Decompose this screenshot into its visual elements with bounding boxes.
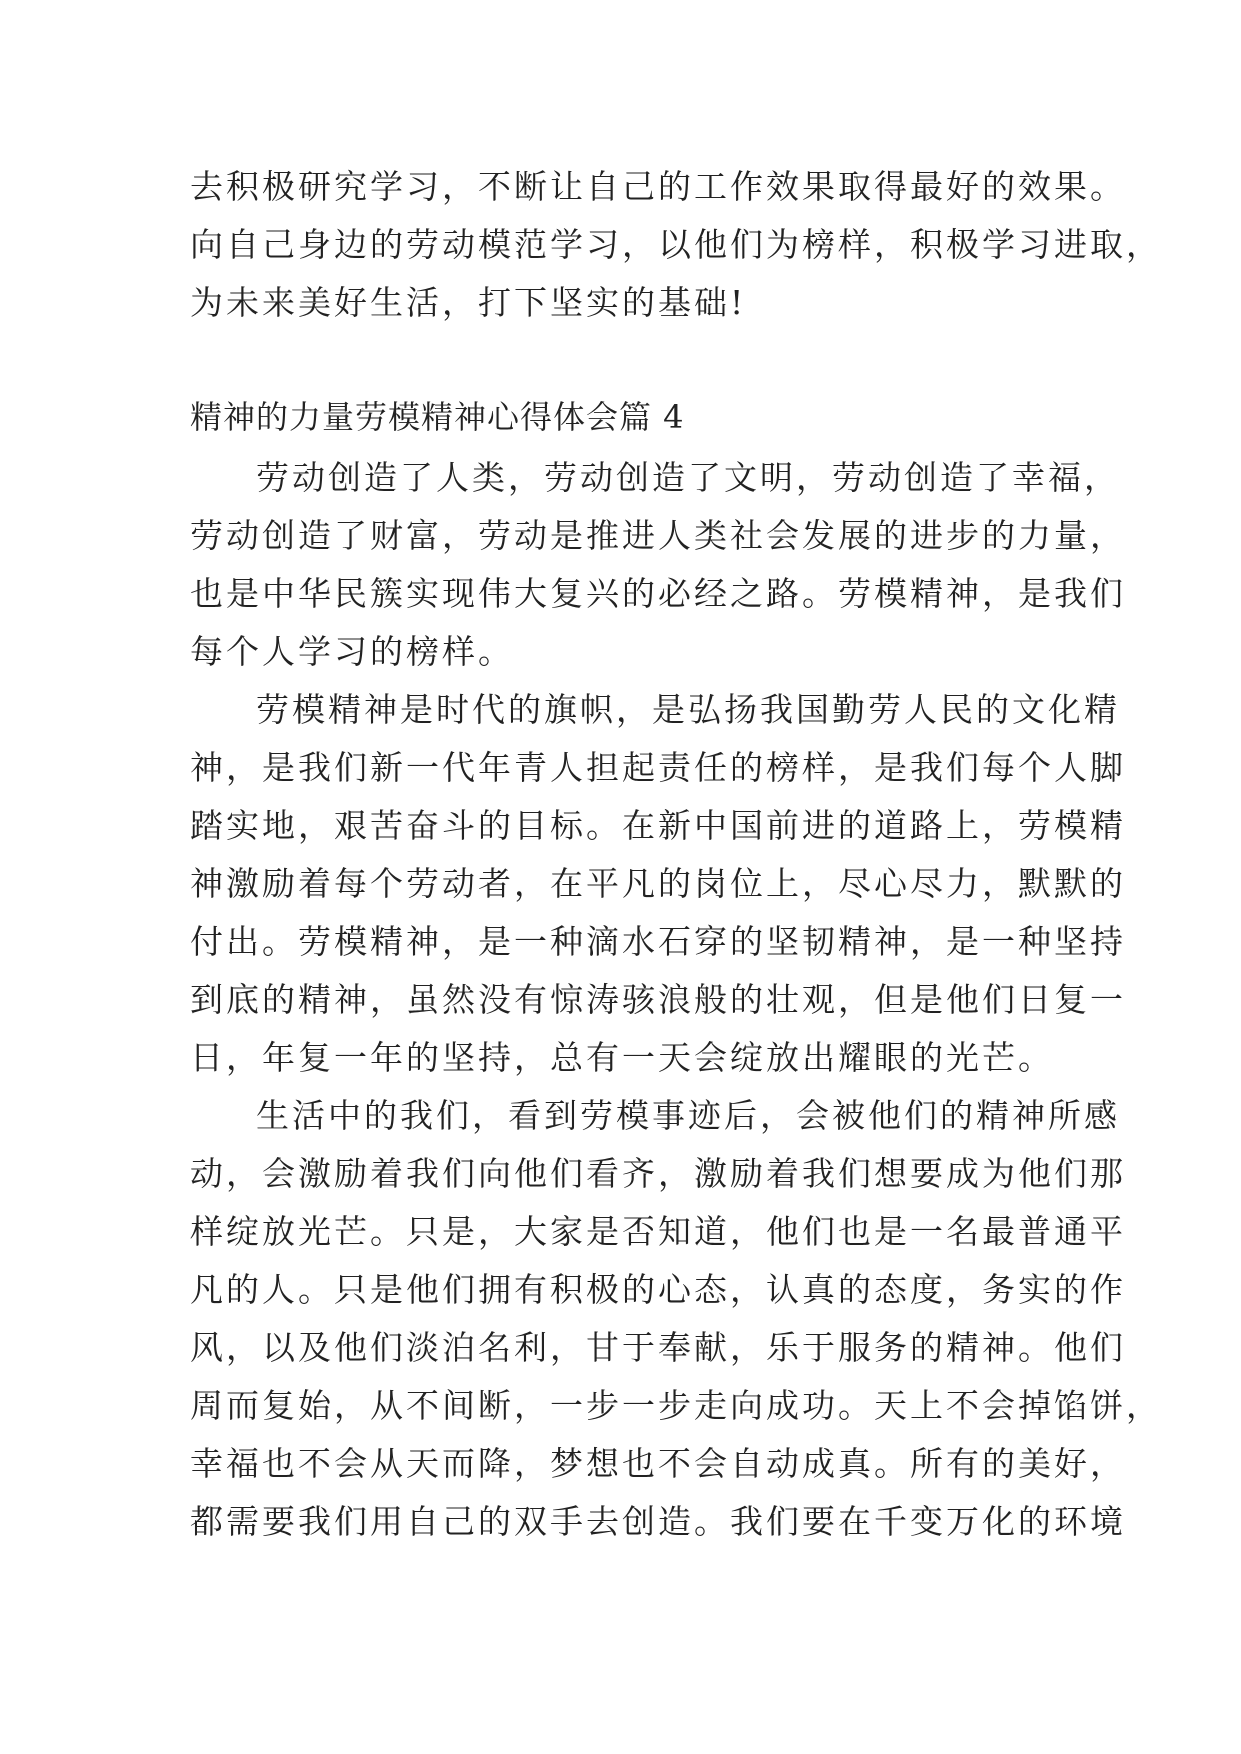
text-line: 每个人学习的榜样。 [190, 632, 514, 671]
text-line: 向自己身边的劳动模范学习，以他们为榜样，积极学习进取， [190, 225, 1162, 264]
section-heading: 精神的力量劳模精神心得体会篇 4 [190, 398, 685, 436]
text-line: 付出。劳模精神，是一种滴水石穿的坚韧精神，是一种坚持 [190, 922, 1126, 961]
body-text [190, 449, 1162, 1551]
text-line: 神，是我们新一代年青人担起责任的榜样，是我们每个人脚 [190, 748, 1126, 787]
text-line: 到底的精神，虽然没有惊涛骇浪般的壮观，但是他们日复一 [190, 980, 1126, 1019]
text-line: 神激励着每个劳动者，在平凡的岗位上，尽心尽力，默默的 [190, 864, 1126, 903]
text-line: 日，年复一年的坚持，总有一天会绽放出耀眼的光芒。 [190, 1038, 1054, 1077]
continued-paragraph [190, 158, 1162, 332]
section-heading-block [190, 391, 1055, 443]
text-line: 周而复始，从不间断，一步一步走向成功。天上不会掉馅饼， [190, 1386, 1162, 1425]
paragraph-2 [190, 681, 1126, 1087]
text-line: 生活中的我们，看到劳模事迹后，会被他们的精神所感 [256, 1096, 1120, 1135]
text-line: 为未来美好生活，打下坚实的基础! [190, 283, 747, 322]
text-line: 幸福也不会从天而降，梦想也不会自动成真。所有的美好， [190, 1444, 1126, 1483]
text-line: 劳动创造了人类，劳动创造了文明，劳动创造了幸福， [256, 458, 1120, 497]
text-line: 去积极研究学习，不断让自己的工作效果取得最好的效果。 [190, 167, 1126, 206]
text-line: 也是中华民簇实现伟大复兴的必经之路。劳模精神，是我们 [190, 574, 1126, 613]
text-line: 都需要我们用自己的双手去创造。我们要在千变万化的环境 [190, 1502, 1126, 1541]
text-line: 踏实地，艰苦奋斗的目标。在新中国前进的道路上，劳模精 [190, 806, 1126, 845]
text-line: 劳模精神是时代的旗帜，是弘扬我国勤劳人民的文化精 [256, 690, 1120, 729]
text-line: 劳动创造了财富，劳动是推进人类社会发展的进步的力量， [190, 516, 1126, 555]
text-line: 风，以及他们淡泊名利，甘于奉献，乐于服务的精神。他们 [190, 1328, 1126, 1367]
text-line: 动，会激励着我们向他们看齐，激励着我们想要成为他们那 [190, 1154, 1126, 1193]
paragraph-3 [190, 1087, 1162, 1551]
text-line: 样绽放光芒。只是，大家是否知道，他们也是一名最普通平 [190, 1212, 1126, 1251]
text-line: 凡的人。只是他们拥有积极的心态，认真的态度，务实的作 [190, 1270, 1126, 1309]
paragraph-1 [190, 449, 1126, 681]
